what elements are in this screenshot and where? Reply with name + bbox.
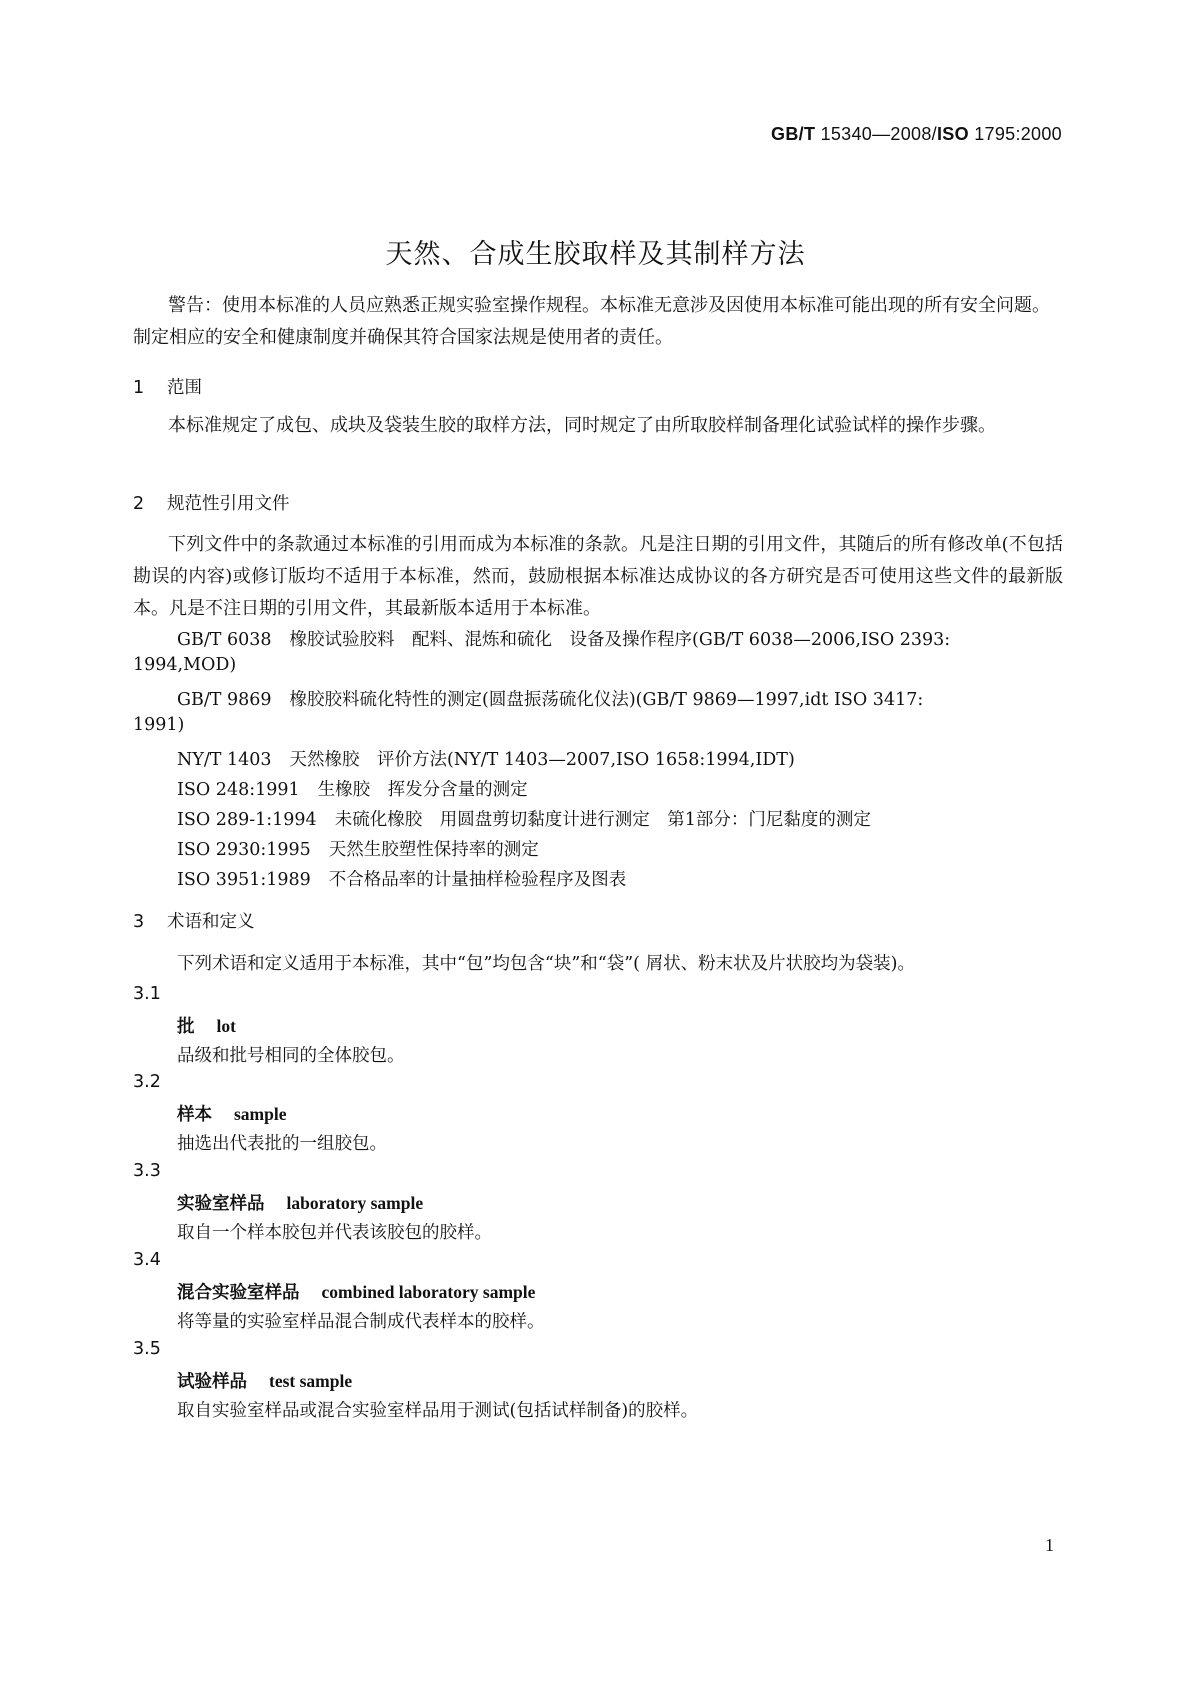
reference-item (177, 626, 950, 651)
term-name (177, 1013, 236, 1038)
document-title: 天然、合成生胶取样及其制样方法 (385, 239, 806, 270)
section-3-number: 3 (133, 912, 145, 932)
term-name (177, 1279, 535, 1304)
term-number: 3.1 (133, 984, 161, 1004)
std-code-number: 15340—2008/ (820, 124, 937, 144)
reference-code: ISO 248:1991 (177, 780, 300, 800)
reference-text: 未硫化橡胶 用圆盘剪切黏度计进行测定 第1部分：门尼黏度的测定 (334, 810, 871, 830)
term-name (177, 1190, 423, 1215)
reference-code: NY/T 1403 (177, 750, 272, 770)
term-name-cn: 样本 (177, 1105, 212, 1125)
term-definition: 将等量的实验室样品混合制成代表样本的胶样。 (177, 1312, 545, 1332)
term-name-en: lot (216, 1016, 236, 1036)
standard-code (771, 124, 1062, 145)
term-number: 3.2 (133, 1072, 161, 1092)
reference-text: 生橡胶 挥发分含量的测定 (317, 780, 528, 800)
reference-item (177, 806, 871, 831)
term-name-cn: 混合实验室样品 (177, 1283, 300, 1303)
section-2-heading (133, 490, 290, 515)
term-name (177, 1368, 352, 1393)
section-3-text: 下列术语和定义适用于本标准，其中“包”均包含“块”和“袋”( 屑状、粉末状及片状胶均为袋装)。 (177, 954, 915, 974)
section-1-title: 范围 (167, 378, 202, 398)
term-name-en: test sample (269, 1371, 353, 1391)
reference-code: ISO 2930:1995 (177, 840, 311, 860)
reference-item (177, 866, 626, 891)
reference-text: 橡胶胶料硫化特性的测定(圆盘振荡硫化仪法)(GB/T 9869—1997,idt ISO 3417: (289, 690, 924, 710)
section-3-heading (133, 908, 255, 933)
reference-code: ISO 3951:1989 (177, 870, 311, 890)
section-1-heading (133, 374, 202, 399)
reference-continuation: 1991) (133, 715, 185, 735)
reference-item (177, 836, 539, 861)
reference-code: GB/T 6038 (177, 630, 272, 650)
section-1-number: 1 (133, 378, 145, 398)
reference-text: 不合格品率的计量抽样检验程序及图表 (328, 870, 627, 890)
term-number: 3.3 (133, 1161, 161, 1181)
reference-item (177, 776, 528, 801)
term-definition: 抽选出代表批的一组胶包。 (177, 1134, 387, 1154)
term-name-en: laboratory sample (286, 1193, 424, 1213)
std-code-iso-number: 1795:2000 (974, 124, 1062, 144)
reference-item (177, 686, 923, 711)
term-name (177, 1101, 287, 1126)
section-2-text: 下列文件中的条款通过本标准的引用而成为本标准的条款。凡是注日期的引用文件，其随后的所有修改单(不包括勘误的内容)或修订版均不适用于本标准，然而，鼓励根据本标准达成协议的各方研究是否可使用这些文件的最新版本。凡是不注日期的引用文件，其最新版本适用于本标准。 (133, 534, 1063, 619)
reference-text: 橡胶试验胶料 配料、混炼和硫化 设备及操作程序(GB/T 6038—2006,ISO 2393: (289, 630, 951, 650)
std-code-iso: ISO (936, 124, 969, 144)
reference-continuation: 1994,MOD) (133, 655, 237, 675)
term-name-en: combined laboratory sample (321, 1282, 536, 1302)
term-number: 3.4 (133, 1250, 161, 1270)
std-code-prefix: GB/T (771, 124, 816, 144)
term-name-cn: 试验样品 (177, 1372, 247, 1392)
section-2-title: 规范性引用文件 (167, 494, 290, 514)
reference-text: 天然橡胶 评价方法(NY/T 1403—2007,ISO 1658:1994,IDT) (289, 750, 795, 770)
term-name-cn: 批 (177, 1017, 195, 1037)
reference-code: ISO 289-1:1994 (177, 810, 317, 830)
term-definition: 取自实验室样品或混合实验室样品用于测试(包括试样制备)的胶样。 (177, 1401, 699, 1421)
page-number: 1 (1045, 1535, 1054, 1555)
term-name-cn: 实验室样品 (177, 1194, 265, 1214)
term-name-en: sample (234, 1104, 287, 1124)
reference-code: GB/T 9869 (177, 690, 272, 710)
section-2-number: 2 (133, 494, 145, 514)
reference-item (177, 746, 795, 771)
term-definition: 品级和批号相同的全体胶包。 (177, 1046, 405, 1066)
section-3-title: 术语和定义 (167, 912, 255, 932)
section-1-text: 本标准规定了成包、成块及袋装生胶的取样方法，同时规定了由所取胶样制备理化试验试样的操作步骤。 (168, 415, 996, 436)
term-number: 3.5 (133, 1339, 161, 1359)
reference-text: 天然生胶塑性保持率的测定 (328, 840, 539, 860)
term-definition: 取自一个样本胶包并代表该胶包的胶样。 (177, 1223, 492, 1243)
warning-paragraph: 警告：使用本标准的人员应熟悉正规实验室操作规程。本标准无意涉及因使用本标准可能出现的所有安全问题。制定相应的安全和健康制度并确保其符合国家法规是使用者的责任。 (133, 295, 1050, 348)
